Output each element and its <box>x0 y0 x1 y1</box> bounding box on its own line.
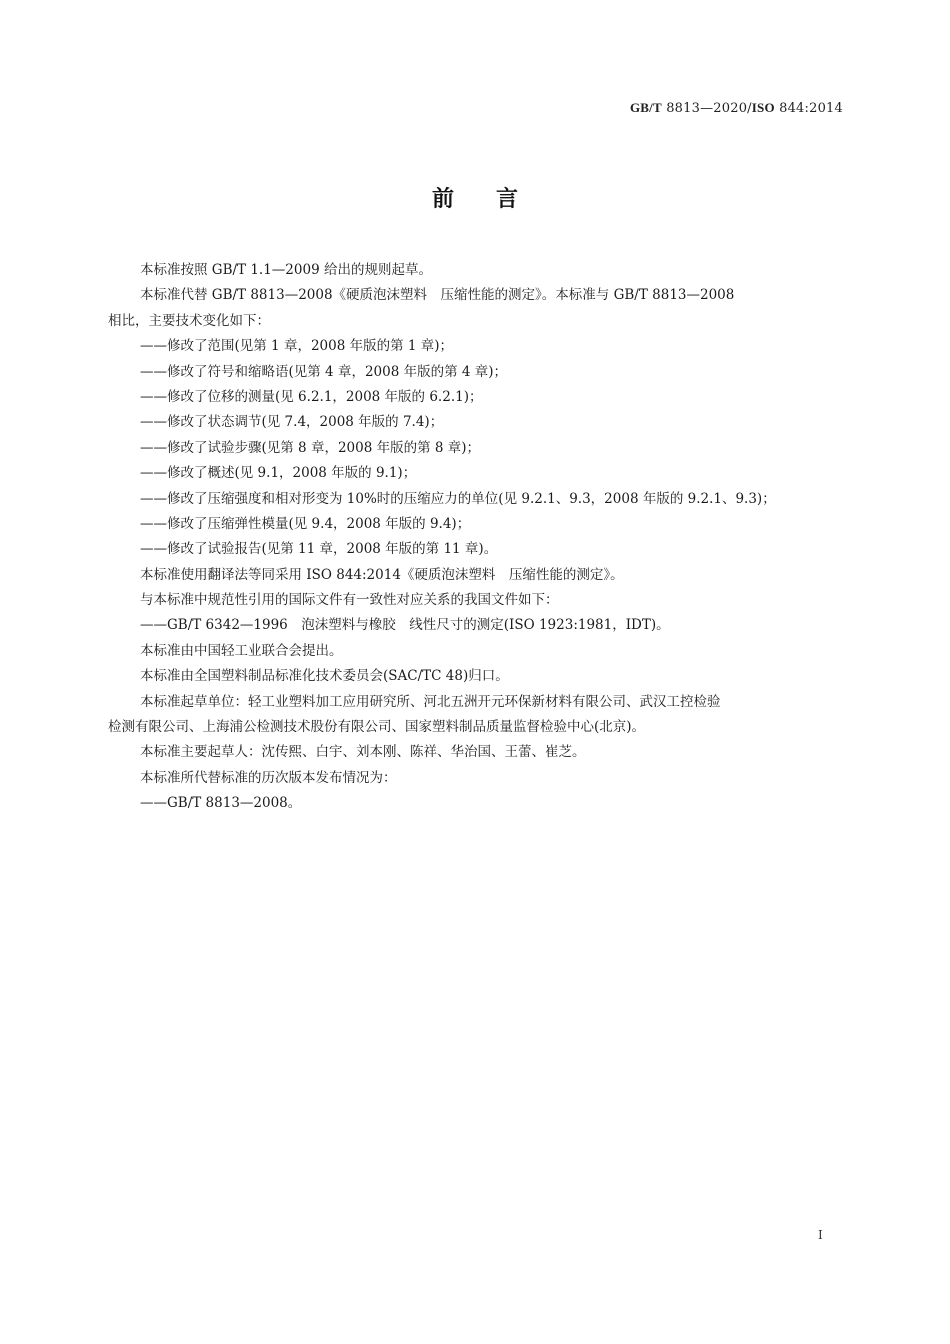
iso-prefix: ISO <box>751 100 775 115</box>
change-item: ——修改了概述(见 9.1，2008 年版的 9.1)； <box>140 465 417 482</box>
change-item: ——修改了试验步骤(见第 8 章，2008 年版的第 8 章)； <box>140 439 481 456</box>
normative-ref-item: ——GB/T 6342—1996 泡沫塑料与橡胶 线性尺寸的测定(ISO 1923:1981，IDT)。 <box>140 617 670 634</box>
history-item: ——GB/T 8813—2008。 <box>140 795 302 812</box>
change-item: ——修改了压缩弹性模量(见 9.4，2008 年版的 9.4)； <box>140 515 471 532</box>
paragraph-history: 本标准所代替标准的历次版本发布情况为： <box>140 769 397 786</box>
change-item: ——修改了压缩强度和相对形变为 10%时的压缩应力的单位(见 9.2.1、9.3，2008 年版的 9.2.1、9.3)； <box>140 490 776 507</box>
paragraph-proposed-by: 本标准由中国轻工业联合会提出。 <box>140 642 343 659</box>
iso-number: 844:2014 <box>774 101 843 116</box>
paragraph-under-jurisdiction: 本标准由全国塑料制品标准化技术委员会(SAC/TC 48)归口。 <box>140 668 509 685</box>
standard-number-header <box>630 100 843 116</box>
change-item: ——修改了试验报告(见第 11 章，2008 年版的第 11 章)。 <box>140 541 498 558</box>
page-number: I <box>818 1228 823 1242</box>
paragraph-drafting-rule: 本标准按照 GB/T 1.1—2009 给出的规则起草。 <box>140 262 432 278</box>
change-item: ——修改了状态调节(见 7.4，2008 年版的 7.4)； <box>140 414 444 431</box>
paragraph-drafting-units: 本标准起草单位：轻工业塑料加工应用研究所、河北五洲开元环保新材料有限公司、武汉工控检验 <box>140 693 721 710</box>
std-prefix: GB/T <box>630 100 662 115</box>
change-item: ——修改了位移的测量(见 6.2.1，2008 年版的 6.2.1)； <box>140 388 483 405</box>
preface-body <box>108 258 844 817</box>
std-number: 8813—2020/ <box>661 101 752 116</box>
change-item: ——修改了范围(见第 1 章，2008 年版的第 1 章)； <box>140 338 454 355</box>
section-title: 前言 <box>431 187 560 212</box>
change-item: ——修改了符号和缩略语(见第 4 章，2008 年版的第 4 章)； <box>140 363 508 380</box>
paragraph-normative-refs: 与本标准中规范性引用的国际文件有一致性对应关系的我国文件如下： <box>140 592 559 609</box>
paragraph-drafters: 本标准主要起草人：沈传熙、白宇、刘本刚、陈祥、华治国、王蕾、崔芝。 <box>140 744 586 761</box>
paragraph-replaces-continued: 相比，主要技术变化如下： <box>108 312 270 329</box>
paragraph-adoption: 本标准使用翻译法等同采用 ISO 844:2014《硬质泡沫塑料 压缩性能的测定》。 <box>140 566 624 583</box>
paragraph-drafting-units-continued: 检测有限公司、上海浦公检测技术股份有限公司、国家塑料制品质量监督检验中心(北京)。 <box>108 719 646 736</box>
paragraph-replaces: 本标准代替 GB/T 8813—2008《硬质泡沫塑料 压缩性能的测定》。本标准与 GB/T 8813—2008 <box>140 287 735 304</box>
